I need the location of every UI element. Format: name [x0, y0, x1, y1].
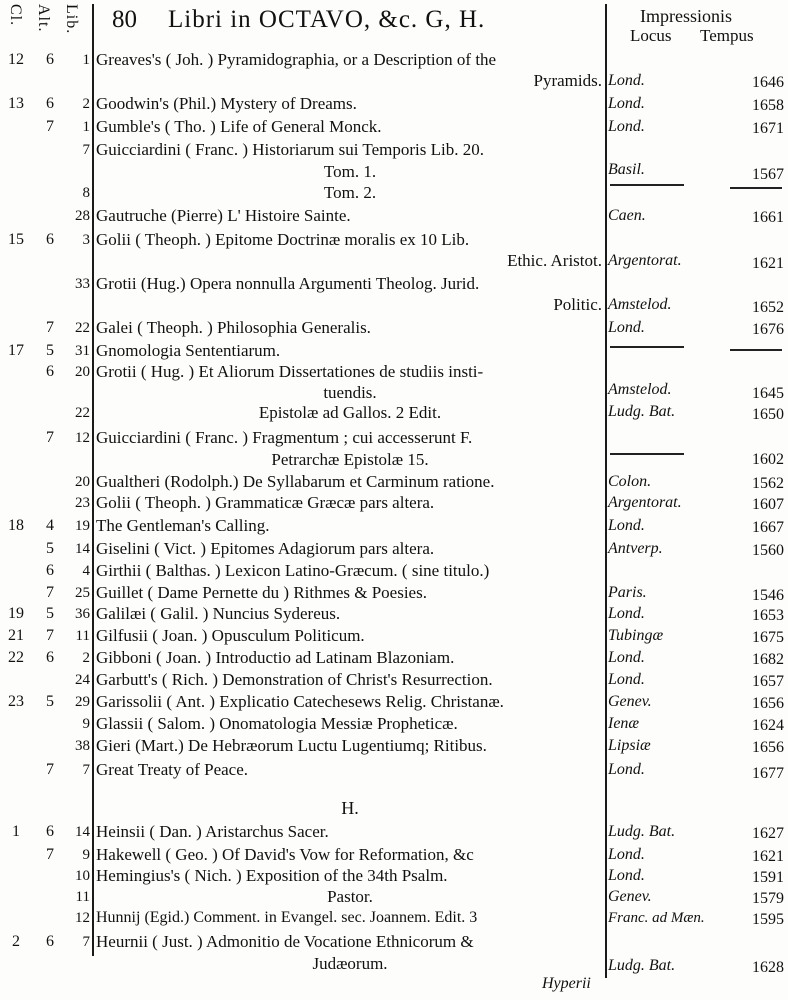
entry-title-continued: Judæorum.	[312, 954, 388, 973]
entry-title-continued: Tom. 1.	[323, 162, 377, 181]
column-heading-lib: Lib.	[63, 4, 80, 35]
entry-year: 1661	[752, 209, 784, 226]
column-heading-alt: Alt.	[35, 4, 52, 33]
entry-cl: 2	[12, 933, 20, 950]
entry-title: Gnomologia Sententiarum.	[96, 341, 281, 360]
entry-place: Colon.	[608, 473, 652, 490]
entry-alt: 7	[46, 584, 54, 601]
entry-title: Golii ( Theoph. ) Grammaticæ Græcæ pars altera.	[96, 493, 435, 512]
entry-alt: 6	[46, 649, 54, 666]
entry-year: 1671	[752, 120, 784, 137]
entry-alt: 5	[46, 605, 54, 622]
entry-cl: 18	[8, 517, 24, 534]
entry-title-continued: Pyramids.	[533, 71, 602, 90]
entry-place: Ludg. Bat.	[608, 403, 676, 420]
entry-alt: 7	[46, 118, 54, 135]
section-heading-h: H.	[341, 798, 359, 818]
entry-place: Antverp.	[608, 540, 663, 557]
entry-title: Goodwin's (Phil.) Mystery of Dreams.	[96, 94, 357, 113]
entry-lib: 10	[75, 868, 90, 884]
entry-cl: 1	[12, 823, 20, 840]
entry-place: Ludg. Bat.	[608, 823, 676, 840]
entry-title: Epistolæ ad Gallos. 2 Edit.	[258, 403, 442, 422]
entry-cl: 17	[8, 342, 24, 359]
entry-place: Lond.	[608, 319, 645, 336]
entry-alt: 7	[46, 319, 54, 336]
entry-place: Lond.	[608, 671, 645, 688]
entry-title: Garissolii ( Ant. ) Explicatio Catechesews Relig. Christanæ.	[96, 692, 504, 711]
entry-alt: 5	[46, 693, 54, 710]
entry-year: 1595	[752, 911, 784, 928]
entry-title: Golii ( Theoph. ) Epitome Doctrinæ moralis ex 10 Lib.	[96, 230, 470, 249]
entry-year: 1627	[752, 825, 784, 842]
entry-lib: 14	[75, 541, 90, 557]
entry-place: Amstelod.	[608, 381, 672, 398]
page-title: Libri in OCTAVO, &c. G, H.	[168, 6, 486, 33]
entry-title-continued: Ethic. Aristot.	[507, 251, 602, 270]
entry-year: 1546	[752, 587, 784, 604]
entry-lib: 31	[75, 343, 90, 359]
entry-title: Guillet ( Dame Pernette du ) Rithmes & Poesies.	[96, 583, 427, 602]
entry-cl: 13	[8, 95, 24, 112]
entry-title: Glassii ( Salom. ) Onomatologia Messiæ Propheticæ.	[96, 714, 458, 733]
entry-title: Hemingius's ( Nich. ) Exposition of the 34th Psalm.	[96, 866, 448, 885]
entry-lib: 4	[82, 563, 90, 579]
entry-alt: 6	[46, 933, 54, 950]
entry-title: Guicciardini ( Franc. ) Fragmentum ; cui accesserunt F.	[96, 428, 473, 447]
entry-place: Lond.	[608, 761, 645, 778]
entry-title: Great Treaty of Peace.	[96, 760, 249, 779]
ditto-rule	[610, 453, 684, 455]
entry-title: Giselini ( Vict. ) Epitomes Adagiorum pars altera.	[96, 539, 435, 558]
entry-title: Galei ( Theoph. ) Philosophia Generalis.	[96, 318, 371, 337]
entry-year: 1676	[752, 321, 784, 338]
entry-lib: 9	[82, 847, 90, 863]
entry-alt: 6	[46, 231, 54, 248]
entry-year: 1667	[752, 519, 784, 536]
entry-title: Grotii (Hug.) Opera nonnulla Argumenti Theolog. Jurid.	[96, 274, 480, 293]
locus-heading: Locus	[630, 26, 672, 45]
entry-lib: 2	[82, 96, 90, 112]
entry-lib: 14	[75, 824, 90, 840]
entry-cl: 15	[8, 231, 24, 248]
entry-title: Hakewell ( Geo. ) Of David's Vow for Reformation, &c	[96, 845, 474, 864]
entry-title: Gautruche (Pierre) L' Histoire Sainte.	[96, 206, 351, 225]
entry-lib: 25	[75, 585, 90, 601]
entry-lib: 36	[75, 606, 90, 622]
entry-year: 1677	[752, 765, 784, 782]
ditto-rule	[730, 187, 782, 189]
entry-place: Lond.	[608, 118, 645, 135]
column-heading-cl: Cl.	[7, 4, 24, 27]
entry-title: Tom. 2.	[323, 183, 377, 202]
entry-lib: 20	[75, 364, 90, 380]
entry-lib: 23	[75, 495, 90, 511]
entry-year: 1682	[752, 651, 784, 668]
entry-title: The Gentleman's Calling.	[96, 516, 270, 535]
entry-alt: 6	[46, 562, 54, 579]
entry-alt: 7	[46, 429, 54, 446]
entry-year: 1658	[752, 97, 784, 114]
entry-lib: 11	[75, 889, 90, 905]
entry-alt: 6	[46, 95, 54, 112]
ditto-rule	[730, 349, 782, 351]
entry-place: Lipsiæ	[608, 737, 651, 754]
entry-place: Lond.	[608, 72, 645, 89]
entry-cl: 19	[8, 605, 24, 622]
entry-place: Ludg. Bat.	[608, 957, 676, 974]
column-rule-right	[605, 4, 607, 978]
entry-place: Lond.	[608, 867, 645, 884]
entry-title: Garbutt's ( Rich. ) Demonstration of Christ's Resurrection.	[96, 670, 493, 689]
entry-lib: 7	[82, 762, 90, 778]
entry-alt: 6	[46, 51, 54, 68]
entry-place: Argentorat.	[608, 252, 682, 269]
entry-place: Caen.	[608, 207, 646, 224]
entry-lib: 12	[75, 430, 90, 446]
column-rule-left	[92, 4, 94, 956]
entry-year: 1560	[752, 542, 784, 559]
impressionis-heading: Impressionis	[640, 6, 732, 26]
entry-cl: 12	[8, 51, 24, 68]
entry-title: Grotii ( Hug. ) Et Aliorum Dissertationes de studiis insti-	[96, 362, 484, 381]
entry-lib: 8	[82, 185, 90, 201]
entry-title: Gualtheri (Rodolph.) De Syllabarum et Carminum ratione.	[96, 472, 495, 491]
entry-title: Gilfusii ( Joan. ) Opusculum Politicum.	[96, 626, 365, 645]
entry-lib: 22	[75, 320, 90, 336]
entry-place: Basil.	[608, 161, 645, 178]
entry-lib: 3	[82, 232, 90, 248]
entry-place: Tubingæ	[608, 627, 664, 644]
entry-title: Galilæi ( Galil. ) Nuncius Sydereus.	[96, 604, 341, 623]
entry-alt: 5	[46, 342, 54, 359]
entry-year: 1607	[752, 496, 784, 513]
entry-cl: 22	[8, 649, 24, 666]
entry-alt: 6	[46, 823, 54, 840]
entry-lib: 7	[82, 142, 90, 158]
entry-lib: 11	[75, 628, 90, 644]
entry-alt: 7	[46, 846, 54, 863]
entry-place: Lond.	[608, 846, 645, 863]
entry-year: 1650	[752, 406, 784, 423]
entry-year: 1567	[752, 166, 784, 183]
entry-lib: 29	[75, 694, 90, 710]
entry-alt: 6	[46, 363, 54, 380]
entry-year: 1602	[752, 451, 784, 468]
entry-title: Hunnij (Egid.) Comment. in Evangel. sec. Joannem. Edit. 3	[96, 909, 478, 926]
entry-title: Heinsii ( Dan. ) Aristarchus Sacer.	[96, 822, 329, 841]
entry-title: Guicciardini ( Franc. ) Historiarum sui Temporis Lib. 20.	[96, 140, 485, 159]
page-header	[0, 0, 788, 44]
entry-lib: 12	[75, 910, 90, 926]
entry-place: Franc. ad Mæn.	[608, 910, 705, 926]
entry-title: Greaves's ( Joh. ) Pyramidographia, or a Description of the	[96, 50, 497, 69]
entry-lib: 24	[75, 672, 90, 688]
entry-lib: 7	[82, 934, 90, 950]
catchword: Hyperii	[542, 975, 591, 992]
entry-year: 1646	[752, 74, 784, 91]
entry-title: Girthii ( Balthas. ) Lexicon Latino-Græcum. ( sine titulo.)	[96, 561, 490, 580]
entry-place: Argentorat.	[608, 494, 682, 511]
entry-lib: 38	[75, 738, 90, 754]
tempus-heading: Tempus	[700, 26, 754, 45]
entry-lib: 22	[75, 405, 90, 421]
entry-year: 1591	[752, 869, 784, 886]
entry-year: 1657	[752, 673, 784, 690]
entry-lib: 33	[75, 276, 90, 292]
entry-year: 1675	[752, 629, 784, 646]
entry-lib: 20	[75, 474, 90, 490]
entry-place: Genev.	[608, 693, 652, 710]
entry-alt: 4	[46, 517, 54, 534]
entry-year: 1656	[752, 695, 784, 712]
entry-lib: 1	[82, 119, 90, 135]
entry-alt: 7	[46, 761, 54, 778]
entry-place: Lond.	[608, 649, 645, 666]
entry-place: Paris.	[608, 584, 647, 601]
entry-title: Gieri (Mart.) De Hebræorum Luctu Lugentiumq; Ritibus.	[96, 736, 487, 755]
entry-title: Gumble's ( Tho. ) Life of General Monck.	[96, 117, 382, 136]
entry-year: 1621	[752, 848, 784, 865]
entry-title: Heurnii ( Just. ) Admonitio de Vocatione Ethnicorum &	[96, 932, 474, 951]
entry-place: Lond.	[608, 605, 645, 622]
entry-year: 1645	[752, 385, 784, 402]
entry-year: 1653	[752, 607, 784, 624]
entry-title-continued: Petrarchæ Epistolæ 15.	[271, 450, 429, 469]
entry-place: Ienæ	[608, 715, 640, 732]
entry-lib: 1	[82, 52, 90, 68]
entry-place: Lond.	[608, 517, 645, 534]
entry-lib: 19	[75, 518, 90, 534]
entry-title: Gibboni ( Joan. ) Introductio ad Latinam Blazoniam.	[96, 648, 455, 667]
entry-alt: 7	[46, 627, 54, 644]
entry-lib: 9	[82, 716, 90, 732]
entry-place: Amstelod.	[608, 296, 672, 313]
entry-year: 1628	[752, 959, 784, 976]
page-number: 80	[112, 6, 137, 33]
ditto-rule	[610, 184, 684, 186]
entry-year: 1624	[752, 717, 784, 734]
entry-alt: 5	[46, 540, 54, 557]
entry-year: 1652	[752, 299, 784, 316]
entry-cl: 23	[8, 693, 24, 710]
entry-title-continued: tuendis.	[323, 383, 377, 402]
ditto-rule	[610, 346, 684, 348]
entry-place: Genev.	[608, 888, 652, 905]
entry-year: 1656	[752, 739, 784, 756]
entry-year: 1562	[752, 475, 784, 492]
entry-place: Lond.	[608, 95, 645, 112]
entry-lib: 2	[82, 650, 90, 666]
entry-year: 1579	[752, 890, 784, 907]
entry-title: Pastor.	[327, 887, 373, 906]
entry-lib: 28	[75, 208, 90, 224]
entry-year: 1621	[752, 255, 784, 272]
entry-title-continued: Politic.	[553, 295, 602, 314]
entry-cl: 21	[8, 627, 24, 644]
